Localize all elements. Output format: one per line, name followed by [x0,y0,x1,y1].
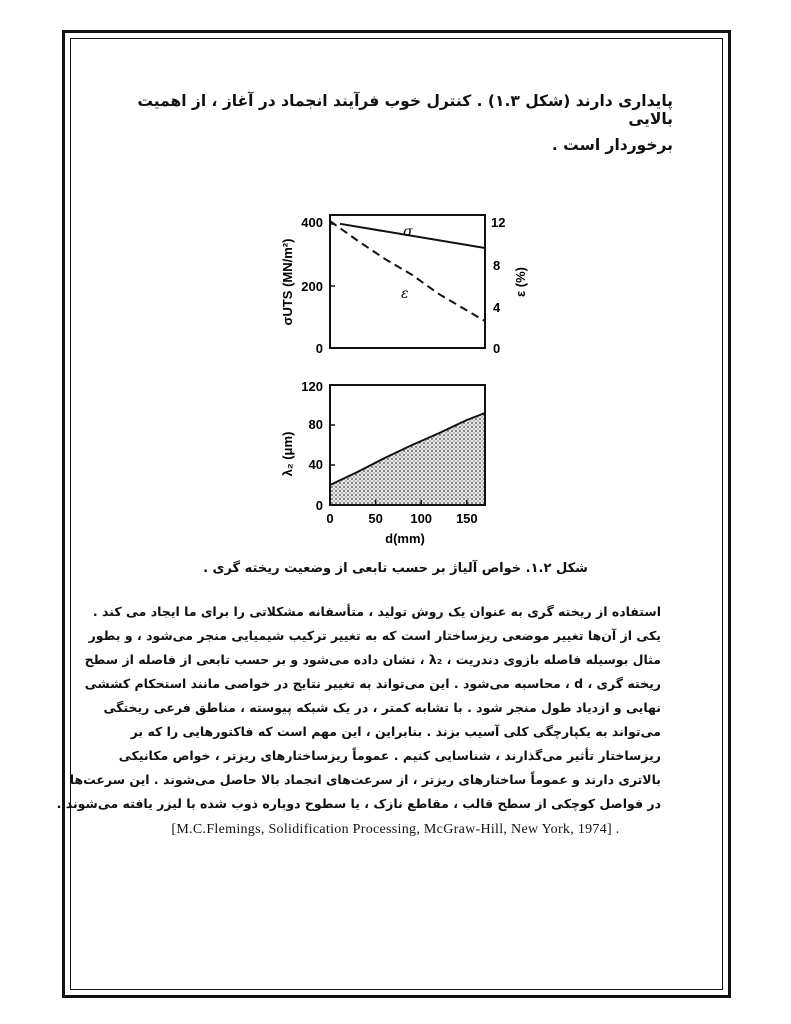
tick-label: 80 [308,417,323,432]
top-right-axis [491,215,505,356]
body-line: استفاده از ریخته گری به عنوان یک روش تولید ، متأسفانه مشکلاتی را برای ما ایجاد می کند . [92,604,661,619]
tick-label: 8 [493,258,501,273]
body-line: ریخته گری ، d ، محاسبه می‌شود . این می‌تواند به تغییر نتایج در خواصی مانند استحکام کششی [84,676,661,691]
tick-label: 200 [301,279,323,294]
figure-svg [255,210,555,555]
body-line: نهایی و ازدیاد طول منجر شود . با تشابه کمتر ، در یک شبکه پیوسته ، مناطق فرعی ریختگی [103,700,661,715]
tick-label: 0 [326,511,334,526]
tick-label: 50 [368,511,383,526]
bottom-y-label: λ₂ (μm) [280,431,295,477]
body-line: می‌تواند به یکپارچگی کلی آسیب بزند . بنابراین ، این مهم است که فاکتورهایی را که بر [130,724,661,739]
figure-caption: شکل ۱.۲. خواص آلیاژ بر حسب تابعی از وضعیت ریخته گری . [203,561,588,576]
figure [255,210,555,555]
tick-label: 4 [493,300,501,315]
sigma-curve-label: σ [403,224,413,240]
tick-label: 400 [301,215,323,230]
body-line: یکی از آن‌ها تغییر موضعی ریزساختار است که به تغییر ترکیب شیمیایی منجر می‌شود ، و بطور [88,628,661,643]
epsilon-curve-label: ε [401,286,409,302]
header-line-2: برخوردار است . [551,136,673,154]
top-y-left-label: σUTS (MN/m²) [280,238,295,326]
body-paragraph [56,600,661,816]
body-line: در فواصل کوچکی از سطح قالب ، مقاطع نازک ، یا سطوح دوباره ذوب شده با لیزر یافته می‌شوند . [56,796,661,811]
top-y-right-label: ε (%) [513,267,528,297]
lambda-area-fill [330,413,485,505]
body-line: بالاتری دارند و عموماً ساختارهای ریزتر ، از سرعت‌های انجماد بالا حاصل می‌شوند . این سرعت‌ها [69,772,661,787]
tick-label: 0 [315,498,323,513]
tick-label: 120 [301,379,323,394]
body-line: مثال بوسیله فاصله بازوی دندریت ، λ₂ ، نشان داده می‌شود و بر حسب تابعی از فاصله از سطح [84,652,661,667]
tick-label: 100 [410,511,433,526]
tick-label: 12 [491,215,506,230]
tick-label: 40 [308,457,323,472]
bottom-x-label: d(mm) [385,531,425,546]
header-line-1: پایداری دارند (شکل ۱.۳) . کنترل خوب فرآیند انجماد در آغاز ، از اهمیت بالایی [137,92,673,128]
tick-label: 0 [315,341,323,356]
tick-label: 150 [455,511,478,526]
tick-label: 0 [493,341,501,356]
reference-citation: [M.C.Flemings, Solidification Processing, McGraw-Hill, New York, 1974] . [171,822,620,837]
body-line: ریزساختار تأثیر می‌گذارند ، شناسایی کنیم . عموماً ریزساختارهای ریزتر ، خواص مکانیکی [118,748,661,763]
